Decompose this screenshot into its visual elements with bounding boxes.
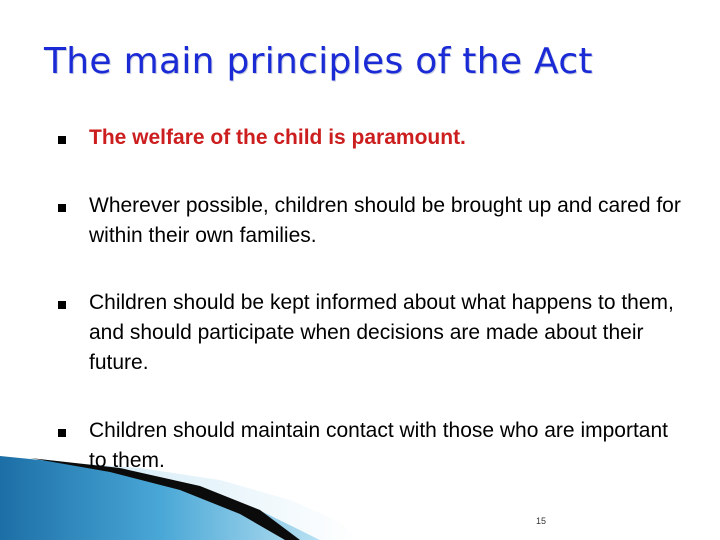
bullet-marker <box>58 429 66 437</box>
bullet-text-3: Children should be kept informed about what happens to them, and should participate when decisions are made about their future. <box>89 291 674 374</box>
bullet-marker <box>58 204 66 212</box>
bullet-marker <box>58 301 66 309</box>
bullet-marker <box>58 136 66 144</box>
slide-title: The main principles of the Act <box>44 41 593 82</box>
bullet-text-1: The welfare of the child is paramount. <box>89 126 466 149</box>
bullet-text-4: Children should maintain contact with those who are important to them. <box>89 419 668 472</box>
bullet-text-2: Wherever possible, children should be brought up and cared for within their own families. <box>89 194 681 247</box>
page-number: 15 <box>536 516 547 526</box>
